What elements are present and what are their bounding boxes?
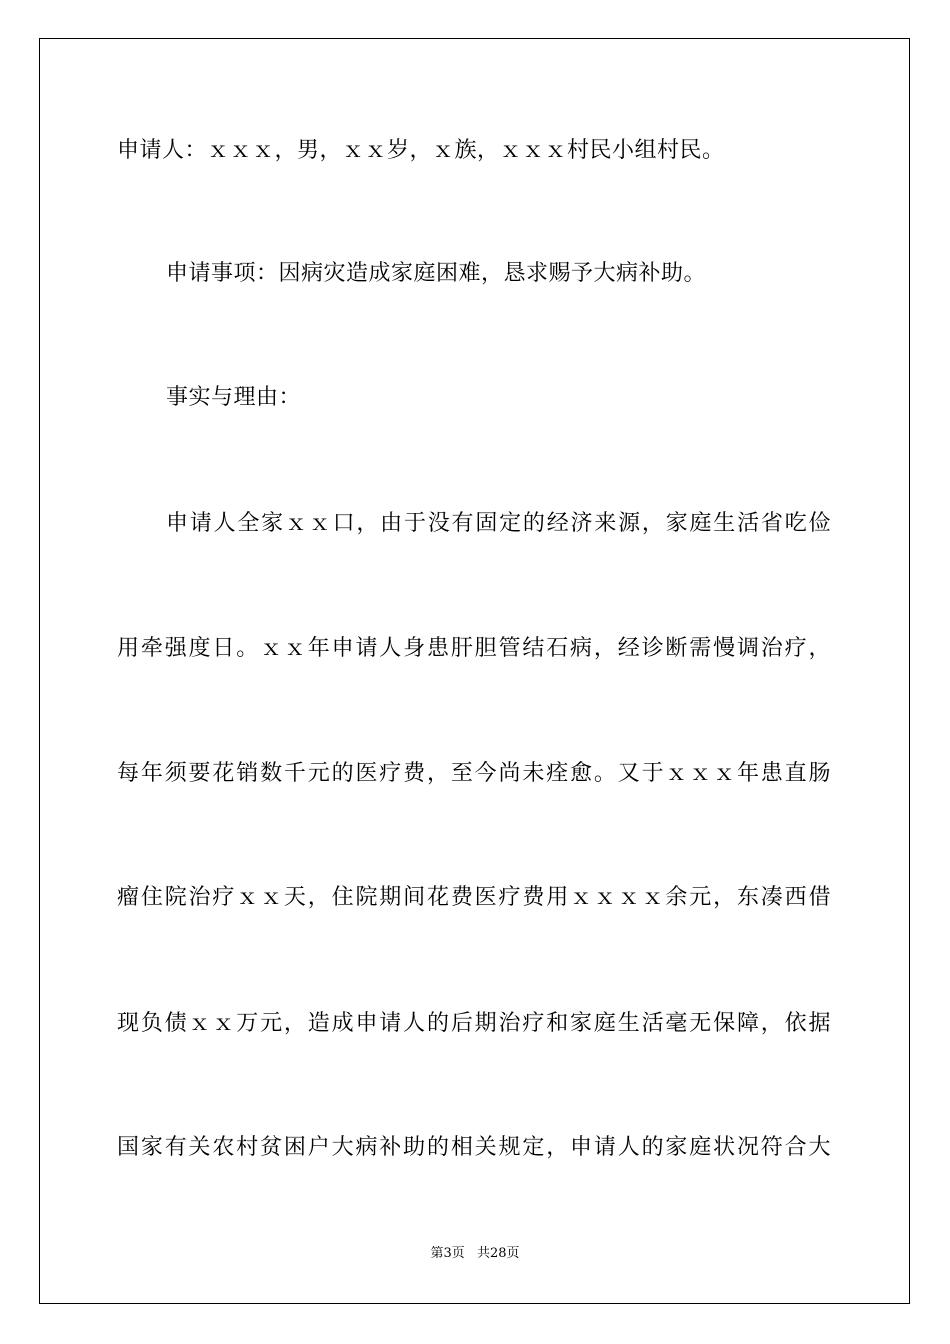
page-number: 第3页 — [430, 1246, 465, 1261]
body-line-6: 国家有关农村贫困户大病补助的相关规定，申请人的家庭状况符合大 — [117, 1135, 831, 1160]
page-border — [39, 38, 910, 1304]
body-line-1: 申请人全家ｘｘ口，由于没有固定的经济来源，家庭生活省吃俭 — [166, 511, 831, 536]
application-matter-line: 申请事项：因病灾造成家庭困难，恳求赐予大病补助。 — [166, 261, 707, 286]
page-footer — [0, 1245, 950, 1263]
body-line-3: 每年须要花销数千元的医疗费，至今尚未痊愈。又于ｘｘｘ年患直肠 — [117, 761, 831, 786]
body-line-5: 现负债ｘｘ万元，造成申请人的后期治疗和家庭生活毫无保障，依据 — [117, 1011, 831, 1036]
body-line-4: 瘤住院治疗ｘｘ天，住院期间花费医疗费用ｘｘｘｘ余元，东凑西借 — [117, 885, 831, 910]
applicant-line: 申请人：ｘｘｘ，男，ｘｘ岁，ｘ族，ｘｘｘ村民小组村民。 — [117, 138, 725, 163]
facts-heading: 事实与理由： — [166, 385, 302, 410]
page-total: 共28页 — [476, 1246, 520, 1261]
body-line-2: 用牵强度日。ｘｘ年申请人身患肝胆管结石病，经诊断需慢调治疗， — [117, 636, 831, 661]
